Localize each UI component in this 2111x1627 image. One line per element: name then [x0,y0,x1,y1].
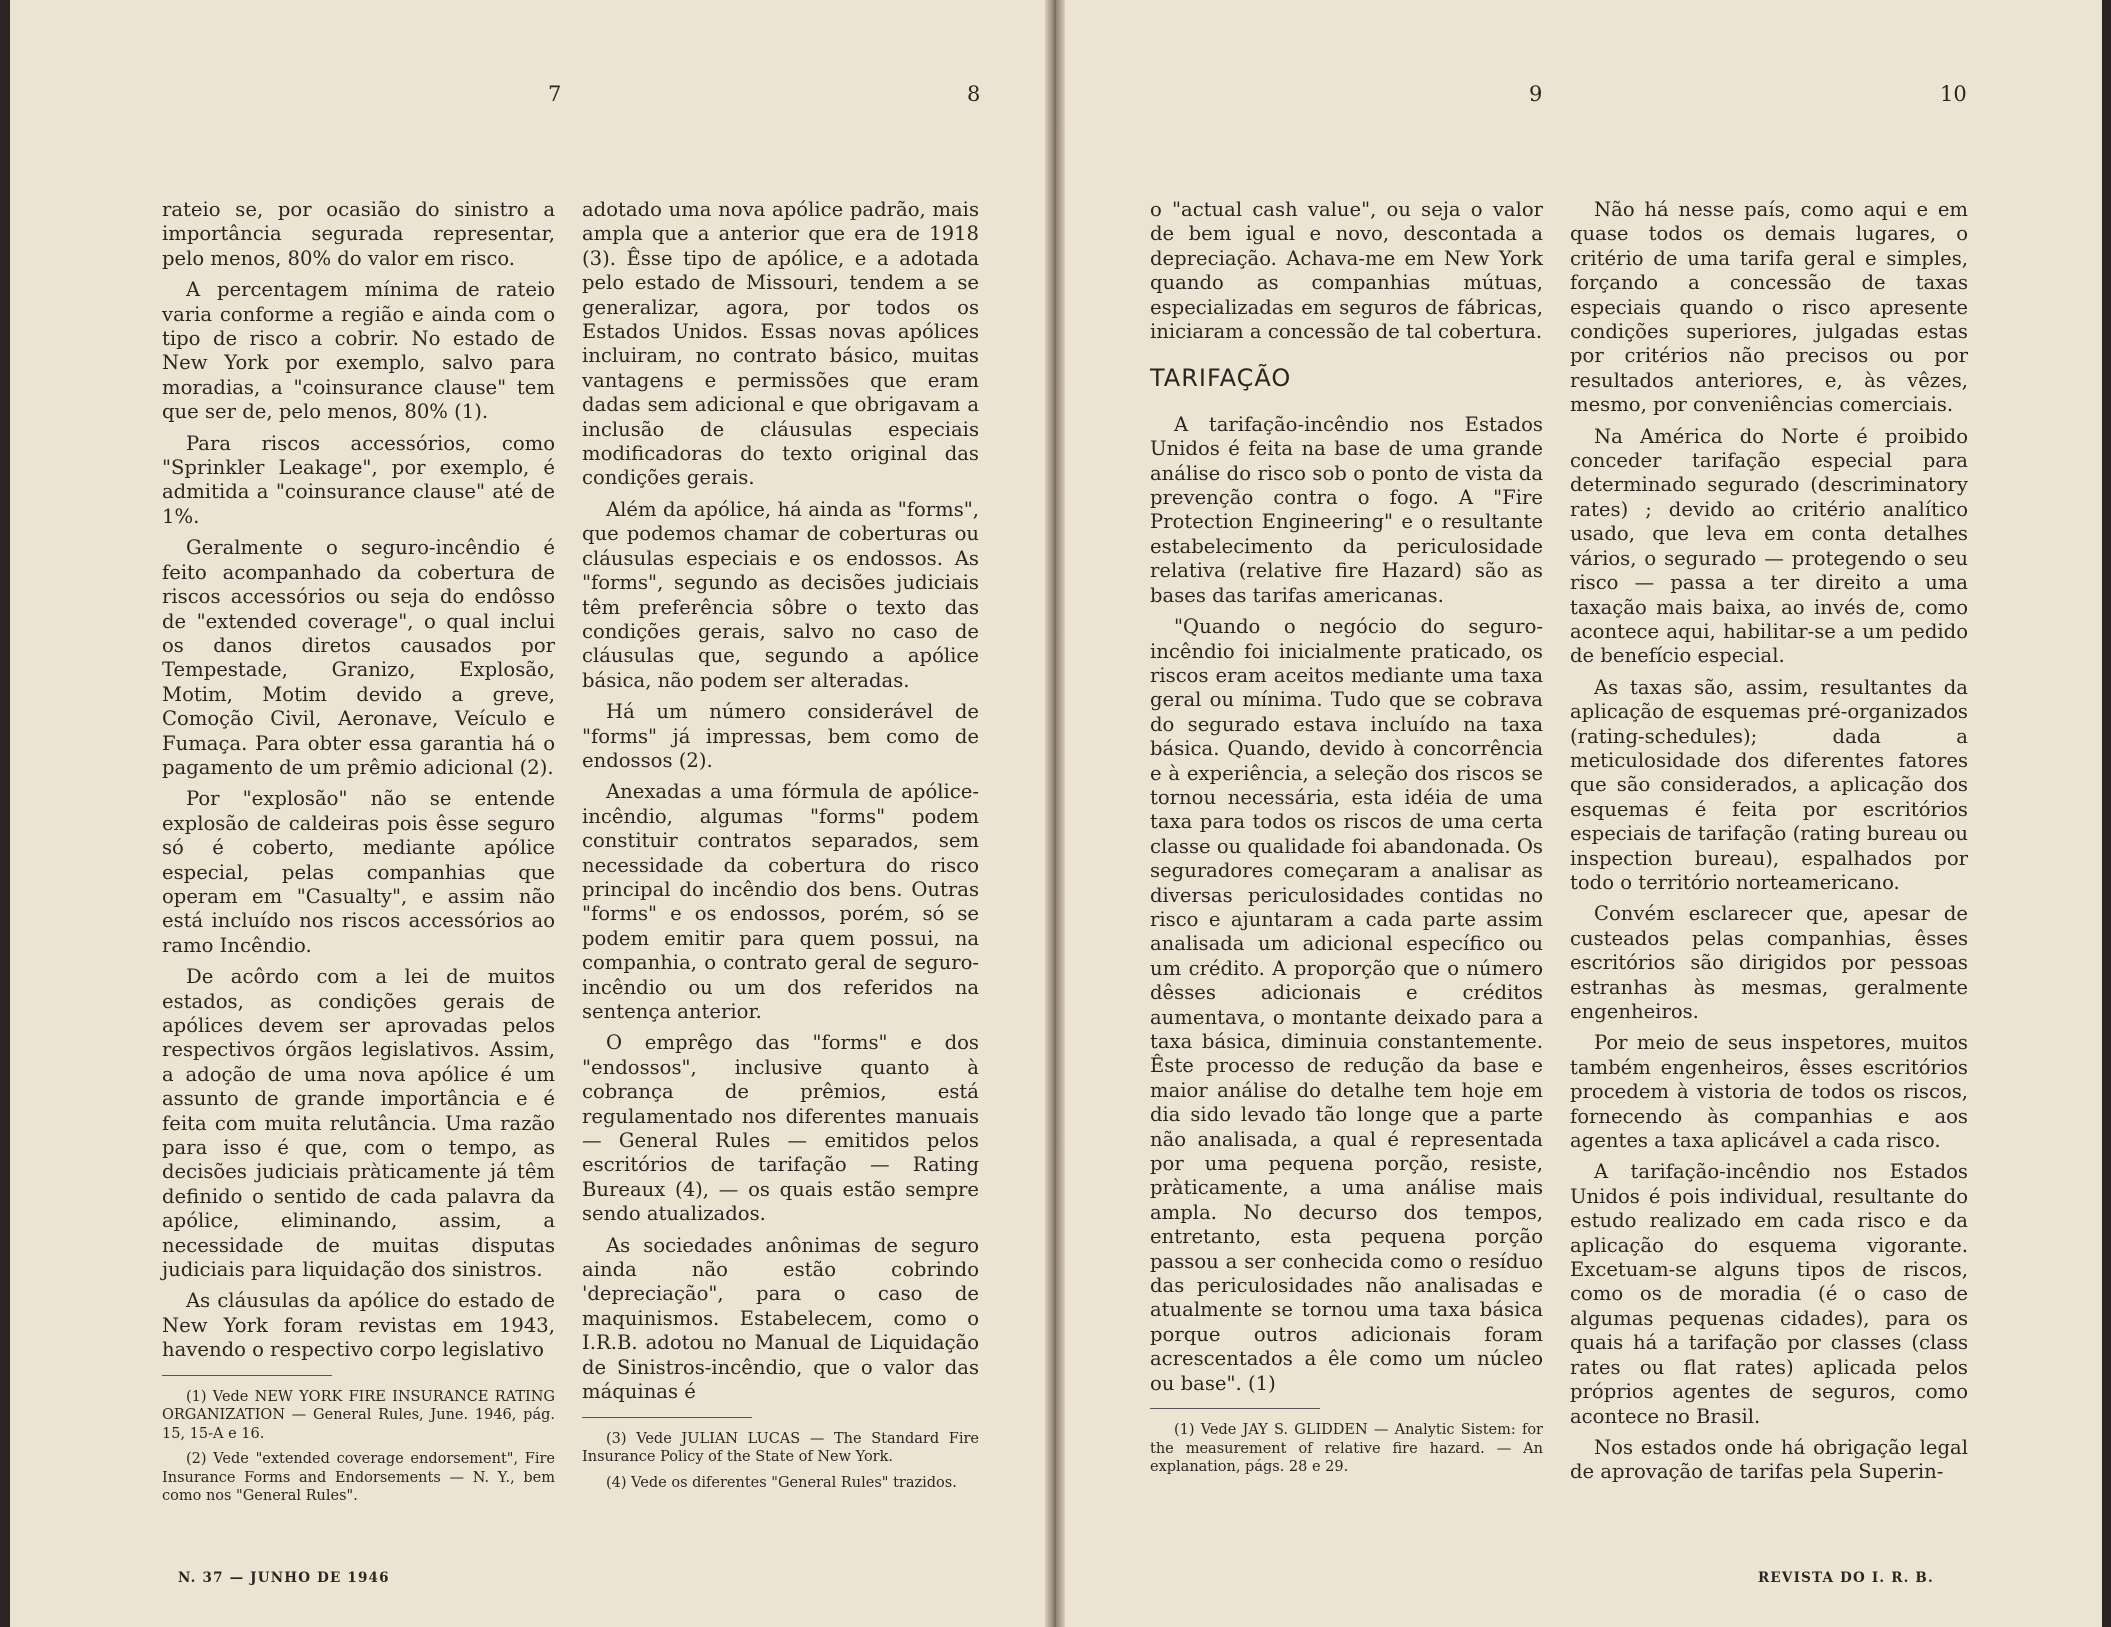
paragraph: Não há nesse país, como aqui e em quase todos os demais lugares, o critério de uma tarifa geral e simples, forçando a concessão de taxas especiais quando o risco apresente condições superiores, julgadas estas por critérios não precisos ou por resultados anteriores, e, às vêzes, mesmo, por conveniências comerciais. [1570,198,1968,417]
section-heading: TARIFAÇÃO [1150,364,1292,393]
paragraph: Há um número considerável de "forms" já impressas, bem como de endossos (2). [582,700,979,772]
paragraph: Geralmente o seguro-incêndio é feito acompanhado da cobertura de riscos accessórios ou seja do endôsso de "extended coverage", o qual inclui os danos diretos causados por Tempestade, Granizo, Explosão, Motim, Motim devido a greve, Comoção Civil, Aeronave, Veículo e Fumaça. Para obter essa garantia há o pagamento de um prêmio adicional (2). [162,536,555,779]
paragraph: Na América do Norte é proibido conceder tarifação especial para determinado segurado (descriminatory rates) ; devido ao critério analítico usado, que leva em conta detalhes vários, o segurado — protegendo o seu risco — passa a ter direito a uma taxação mais baixa, ao invés de, como acontece aqui, habilitar-se a um pedido de benefício especial. [1570,424,1968,668]
footnote-rule [162,1375,332,1376]
paragraph: Anexadas a uma fórmula de apólice-incêndio, algumas "forms" podem constituir contratos separados, sem necessidade da cobertura do risco principal do incêndio dos bens. Outras "forms" e os endossos, porém, só se podem emitir para quem possui, na companhia, o contrato geral de seguro-incêndio ou um dos referidos na sentença anterior. [582,780,979,1023]
footnote: (1) Vede JAY S. GLIDDEN — Analytic Sistem: for the measurement of relative fire hazard. — An explanation, págs. 28 e 29. [1150,1422,1543,1476]
paragraph: o "actual cash value", ou seja o valor de bem igual e novo, descontada a depreciação. Achava-me em New York quando as companhias mútuas, especializadas em seguros de fábricas, iniciaram a concessão de tal cobertura. [1150,198,1543,344]
column-1 [162,198,555,1513]
column-3 [1150,198,1543,1484]
footer-journal: REVISTA DO I. R. B. [1758,1570,1934,1586]
paragraph: Por meio de seus inspetores, muitos também engenheiros, êsses escritórios procedem à vistoria de todos os riscos, fornecendo às companhias e aos agentes a taxa aplicável a cada risco. [1570,1031,1968,1153]
paragraph: Convém esclarecer que, apesar de custeados pelas companhias, êsses escritórios são dirigidos por pessoas estranhas às mesmas, geralmente engenheiros. [1570,902,1968,1023]
page-number-7: 7 [548,82,562,106]
footnote: (3) Vede JULIAN LUCAS — The Standard Fire Insurance Policy of the State of New York. [582,1430,979,1465]
paragraph: As sociedades anônimas de seguro ainda não estão cobrindo 'depreciação", para o caso de maquinismos. Estabelecem, como o I.R.B. adotou no Manual de Liquidação de Sinistros-incêndio, que o valor das máquinas é [582,1233,979,1404]
paragraph: Para riscos accessórios, como "Sprinkler Leakage", por exemplo, é admitida a "coinsurance clause" até de 1%. [162,431,555,528]
page-number-10: 10 [1940,82,1967,106]
column-4 [1570,198,1968,1492]
paragraph: rateio se, por ocasião do sinistro a importância segurada representar, pelo menos, 80% do valor em risco. [162,198,555,270]
footnote: (4) Vede os diferentes "General Rules" trazidos. [606,1474,957,1491]
page-number-9: 9 [1529,82,1543,106]
footnote: (2) Vede "extended coverage endorsement", Fire Insurance Forms and Endorsements — N. Y., bem como nos "General Rules". [162,1451,555,1505]
page-number-8: 8 [967,82,981,106]
paragraph: Por "explosão" não se entende explosão de caldeiras pois êsse seguro só é coberto, mediante apólice especial, pelas companhias que operam em "Casualty", e assim não está incluído nos riscos accessórios ao ramo Incêndio. [162,787,555,957]
paragraph: A tarifação-incêndio nos Estados Unidos é pois individual, resultante do estudo realizado em cada risco e da aplicação do esquema vigorante. Excetuam-se alguns tipos de riscos, como os de moradia (é o caso de algumas pequenas cidades), para os quais há a tarifação por classes (class rates ou flat rates) aplicada pelos próprios agentes de seguros, como acontece no Brasil. [1570,1160,1968,1428]
footnote-rule [1150,1408,1320,1409]
paragraph: "Quando o negócio do seguro-incêndio foi inicialmente praticado, os riscos eram aceitos mediante uma taxa geral ou mínima. Tudo que se cobrava do segurado estava incluído na taxa básica. Quando, devido à concorrência e à experiência, a seleção dos riscos se tornou necessária, esta idéia de uma taxa para todos os riscos de uma certa classe ou qualidade foi abandonada. Os seguradores começaram a analisar as diversas periculosidades contidas no risco e ajuntaram a cada parte assim analisada um adicional específico ou um crédito. A proporção que o número dêsses adicionais e créditos aumentava, o montante deixado para a taxa básica, diminuia constantemente. Êste processo de redução da base e maior análise do detalhe tem hoje em dia sido levado tão longe que a parte não analisada, a qual é representada por uma pequena porção, resiste, pràticamente, a uma análise mais ampla. No decurso dos tempos, entretanto, esta pequena porção passou a ser conhecida como o resíduo das periculosidades não analisadas e atualmente se tornou uma taxa básica porque outros adicionais foram acrescentados a êle como um núcleo ou base". (1) [1150,615,1543,1395]
paragraph: De acôrdo com a lei de muitos estados, as condições gerais de apólices devem ser aprovadas pelos respectivos órgãos legislativos. Assim, a adoção de uma nova apólice é um assunto de grande importância e é feita com muita relutância. Uma razão para isso é que, com o tempo, as decisões judiciais pràticamente já têm definido o sentido de cada palavra da apólice, eliminando, assim, a necessidade de muitas disputas judiciais para liquidação dos sinistros. [162,965,555,1282]
footer-issue: N. 37 — JUNHO DE 1946 [178,1570,390,1586]
paragraph: A tarifação-incêndio nos Estados Unidos é feita na base de uma grande análise do risco sob o ponto de vista da prevenção contra o fogo. A "Fire Protection Engineering" e o resultante estabelecimento da periculosidade relativa (relative fire Hazard) são as bases das tarifas americanas. [1150,412,1543,607]
paragraph: Nos estados onde há obrigação legal de aprovação de tarifas pela Superin- [1570,1435,1968,1484]
footnote: (1) Vede NEW YORK FIRE INSURANCE RATING ORGANIZATION — General Rules, June. 1946, pág. 15, 15-A e 16. [162,1388,555,1442]
page-gutter [1045,0,1065,1627]
footnote-rule [582,1417,752,1418]
paragraph: As cláusulas da apólice do estado de New York foram revistas em 1943, havendo o respectivo corpo legislativo [162,1289,555,1362]
column-2 [582,198,979,1499]
paragraph: A percentagem mínima de rateio varia conforme a região e ainda com o tipo de risco a cobrir. No estado de New York por exemplo, salvo para moradias, a "coinsurance clause" tem que ser de, pelo menos, 80% (1). [162,278,555,424]
paragraph: As taxas são, assim, resultantes da aplicação de esquemas pré-organizados (rating-schedules); dada a meticulosidade dos diferentes fatores que são considerados, a aplicação dos esquemas é feita por escritórios especiais de tarifação (rating bureau ou inspection bureau), espalhados por todo o território norteamericano. [1570,675,1968,894]
paragraph: Além da apólice, há ainda as "forms", que podemos chamar de coberturas ou cláusulas especiais e os endossos. As "forms", segundo as decisões judiciais têm preferência sôbre o texto das condições gerais, salvo no caso de cláusulas que, segundo a apólice básica, não podem ser alteradas. [582,497,979,692]
paragraph: O emprêgo das "forms" e dos "endossos", inclusive quanto à cobrança de prêmios, está regulamentado nos diferentes manuais — General Rules — emitidos pelos escritórios de tarifação — Rating Bureaux (4), — os quais estão sempre sendo atualizados. [582,1031,979,1226]
paragraph: adotado uma nova apólice padrão, mais ampla que a anterior que era de 1918 (3). Êsse tipo de apólice, e a adotada pelo estado de Missouri, tendem a se generalizar, agora, por todos os Estados Unidos. Essas novas apólices incluiram, no contrato básico, muitas vantagens e permissões que eram dadas sem adicional e que obrigavam a inclusão de cláusulas especiais modificadoras do texto original das condições gerais. [582,198,979,490]
